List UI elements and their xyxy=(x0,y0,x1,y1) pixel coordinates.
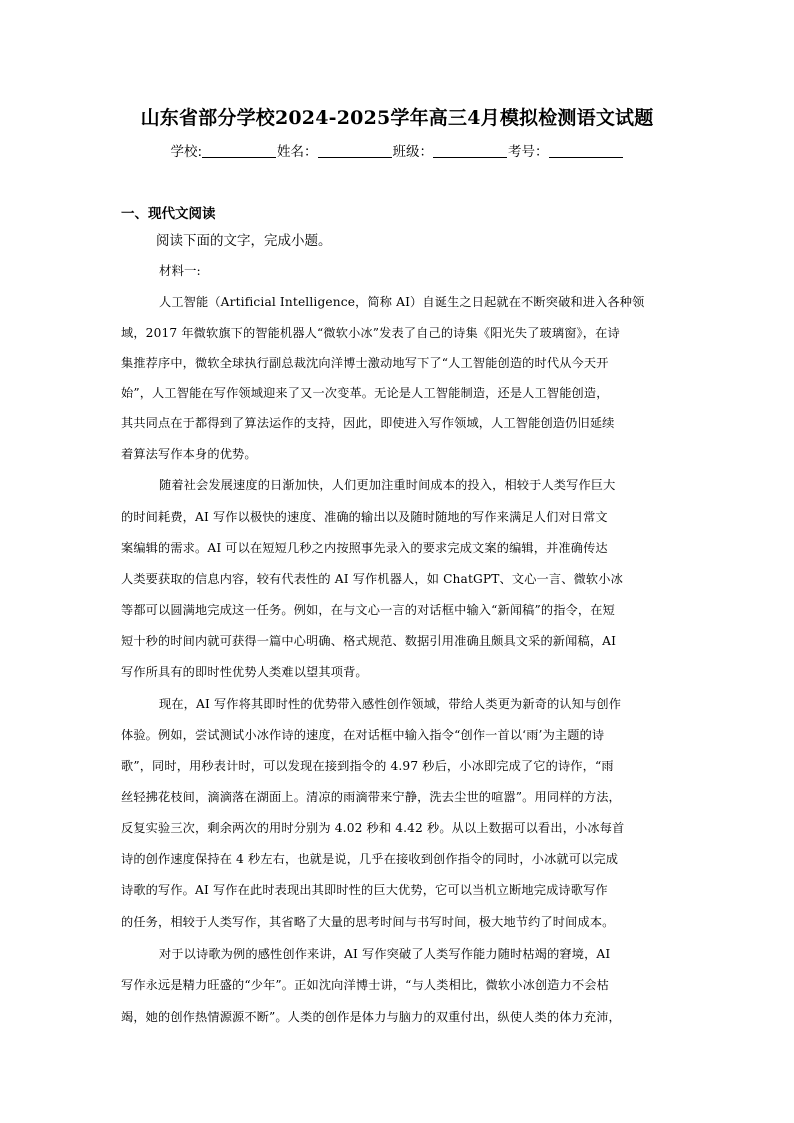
body-line: 集推荐序中，微软全球执行副总裁沈向洋博士激动地写下了“人工智能创造的时代从今天开 xyxy=(121,356,609,370)
body-line: 始”，人工智能在写作领域迎来了又一次变革。无论是人工智能制造，还是人工智能创造， xyxy=(121,386,609,400)
body-line: 写作所具有的即时性优势人类难以望其项背。 xyxy=(121,665,368,679)
body-line: 案编辑的需求。AI 可以在短短几秒之内按照事先录入的要求完成文案的编辑，并准确传达 xyxy=(121,541,608,555)
body-line: 写作永远是精力旺盛的“少年”。正如沈向洋博士讲，“与人类相比，微软小冰创造力不会枯 xyxy=(121,978,609,992)
school-blank[interactable] xyxy=(202,144,276,158)
exam-number-label: 考号： xyxy=(508,144,549,160)
body-line: 体验。例如，尝试测试小冰作诗的速度，在对话框中输入指令“创作一首以‘雨’为主题的诗 xyxy=(121,728,605,742)
body-line: 诗歌的写作。AI 写作在此时表现出其即时性的巨大优势，它可以当机立断地完成诗歌写作 xyxy=(121,883,608,897)
class-label: 班级： xyxy=(392,144,434,160)
page-title: 山东省部分学校2024-2025学年高三4月模拟检测语文试题 xyxy=(140,107,654,129)
body-line: 诗的创作速度保持在 4 秒左右，也就是说，几乎在接收到创作指令的同时，小冰就可以完成 xyxy=(121,852,619,866)
body-line: 对于以诗歌为例的感性创作来讲，AI 写作突破了人类写作能力随时枯竭的窘境，AI xyxy=(159,947,611,961)
body-line: 丝轻拂花枝间，滴滴落在湖面上。清凉的雨滴带来宁静，洗去尘世的喧嚣”。用同样的方法， xyxy=(121,790,621,804)
exam-number-blank[interactable] xyxy=(549,144,623,158)
name-blank[interactable] xyxy=(318,144,392,158)
body-line: 歌”，同时，用秒表计时，可以发现在接到指令的 4.97 秒后，小冰即完成了它的诗作，“雨 xyxy=(121,759,614,773)
instruction-text: 阅读下面的文字，完成小题。 xyxy=(156,233,332,249)
body-line: 随着社会发展速度的日渐加快，人们更加注重时间成本的投入，相较于人类写作巨大 xyxy=(159,478,616,492)
body-line: 的任务，相较于人类写作，其省略了大量的思考时间与书写时间，极大地节约了时间成本。 xyxy=(121,915,615,929)
material-label: 材料一: xyxy=(159,263,201,278)
body-line: 域，2017 年微软旗下的智能机器人“微软小冰”发表了自己的诗集《阳光失了玻璃窗》，在诗 xyxy=(121,326,620,340)
body-line: 反复实验三次，剩余两次的用时分别为 4.02 秒和 4.42 秒。从以上数据可以看出，小冰每首 xyxy=(121,821,625,835)
student-info-row xyxy=(0,140,794,160)
body-line: 着算法写作本身的优势。 xyxy=(121,447,257,461)
body-line: 等都可以圆满地完成这一任务。例如，在与文心一言的对话框中输入“新闻稿”的指令，在短 xyxy=(121,603,615,617)
name-label: 姓名： xyxy=(277,144,318,160)
body-line: 现在，AI 写作将其即时性的优势带入感性创作领域，带给人类更为新奇的认知与创作 xyxy=(159,697,622,711)
class-blank[interactable] xyxy=(433,144,507,158)
body-line: 竭，她的创作热情源源不断”。人类的创作是体力与脑力的双重付出，纵使人类的体力充沛， xyxy=(121,1010,621,1024)
body-line: 人工智能（Artificial Intelligence，简称 AI）自诞生之日起就在不断突破和进入各种领 xyxy=(159,295,645,309)
body-line: 人类要获取的信息内容，较有代表性的 AI 写作机器人，如 ChatGPT、文心一言、微软小冰 xyxy=(121,572,623,586)
school-label: 学校: xyxy=(170,144,203,160)
body-line: 的时间耗费，AI 写作以极快的速度、准确的输出以及随时随地的写作来满足人们对日常文 xyxy=(121,510,608,524)
body-line: 其共同点在于都得到了算法运作的支持，因此，即使进入写作领域，人工智能创造仍旧延续 xyxy=(121,416,615,430)
body-line: 短十秒的时间内就可获得一篇中心明确、格式规范、数据引用准确且颇具文采的新闻稿，AI xyxy=(121,634,617,648)
section-heading: 一、现代文阅读 xyxy=(121,206,216,222)
